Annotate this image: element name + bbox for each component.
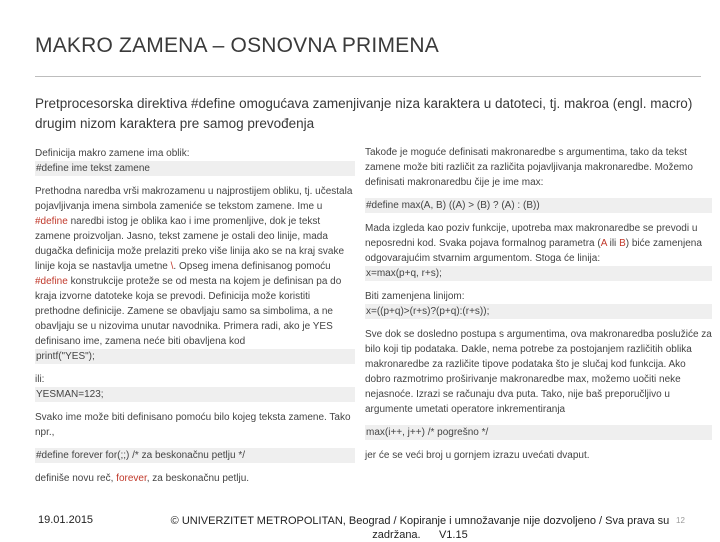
left-p3: ili: bbox=[35, 374, 45, 385]
left-p2-d: konstrukcije proteže se od mesta na kojem je definisan pa do kraja izvorne datoteke koja se prevodi. Definicija može koristiti prethodne definicije. Zamene se obavljaju samo sa simbolima, a ne obavljaju se u nizovima unutar navodnika. Primera radi, ako je YES definisano ime, zamena neće biti obavljena kod bbox=[35, 276, 342, 347]
right-p5: jer će se veći broj u gornjem izrazu uvećati dvaput. bbox=[365, 450, 590, 461]
right-p2-param-b: B bbox=[619, 238, 626, 249]
right-p2 bbox=[365, 221, 712, 266]
left-p5 bbox=[35, 471, 355, 486]
left-p2-backslash: \ bbox=[170, 261, 174, 272]
left-code-printf: printf("YES"); bbox=[35, 349, 355, 364]
right-p3: Biti zamenjena linijom: bbox=[365, 291, 465, 302]
right-code-max-call: x=max(p+q, r+s); bbox=[365, 266, 712, 281]
left-code-forever: #define forever for(;;) /* za beskonačnu petlju */ bbox=[35, 448, 355, 463]
right-p1: Takođe je moguće definisati makronaredbe s argumentima, tako da tekst zamene može biti različit za različita pojavljivanja makronaredbe. Možemo definisati makronaredbu čije je ime max: bbox=[365, 147, 693, 188]
page-number: 12 bbox=[676, 516, 685, 525]
right-p2-a: Mada izgleda kao poziv funkcije, upotreba max makronaredbe se prevodi u neposredni kod. Svaka pojava formalnog parametra ( bbox=[365, 223, 698, 249]
intro-text: Pretprocesorska direktiva #define omogućava zamenjivanje niza karaktera u datoteci, tj. makroa (engl. macro) drugim nizom karaktera pre samog prevođenja bbox=[35, 96, 693, 131]
left-column bbox=[35, 146, 355, 486]
right-p4: Sve dok se dosledno postupa s argumentima, ova makronaredba poslužiće za bilo koji tip podataka. Dakle, nema potrebe za postojanjem različitih oblika makronaredbe za različite tipove podataka što je slučaj kod funkcija. Ako dobro razmotrimo proširivanje makronaredbe max, možemo uočiti neke nejasnoće. Izrazi se računaju dva puta. Tako, nije baš preporučljivo u argumente umetati operatore inkrementiranja bbox=[365, 329, 712, 415]
left-p5-a: definiše novu reč, bbox=[35, 473, 117, 484]
right-code-max-define: #define max(A, B) ((A) > (B) ? (A) : (B)) bbox=[365, 198, 712, 213]
left-p2-define-1: #define bbox=[35, 216, 68, 227]
right-p2-param-a: A bbox=[600, 238, 607, 249]
right-column bbox=[365, 145, 712, 463]
footer-copyright bbox=[150, 514, 690, 542]
left-p4: Svako ime može biti definisano pomoću bilo kojeg teksta zamene. Tako npr., bbox=[35, 412, 351, 438]
right-p2-c: ) biće zamenjena odgovarajućim stvarnim argumentom. Stoga će linija: bbox=[365, 238, 702, 264]
left-p2-a: Prethodna naredba vrši makrozamenu u najprostijem obliku, tj. učestala pojavljivanja imena simbola zameniće se tekstom zamene. Ime u bbox=[35, 186, 353, 212]
footer-version: V1.15 bbox=[438, 529, 468, 541]
left-code-yesman: YESMAN=123; bbox=[35, 387, 355, 402]
footer-date: 19.01.2015 bbox=[38, 514, 94, 526]
left-p2-b: naredbi istog je oblika kao i ime promenljive, dok je tekst zamene proizvoljan. Jasno, tekst zamene je ostali deo linije, mada dugačka definicija može prelaziti preko više linija ako se na kraj svake linije koja se nastavlja umetne bbox=[35, 216, 345, 272]
left-p2-define-2: #define bbox=[35, 276, 68, 287]
left-p2-c: . Opseg imena definisanog pomoću bbox=[173, 261, 331, 272]
left-p5-forever: forever bbox=[116, 473, 147, 484]
left-p5-b: , za beskonačnu petlju. bbox=[146, 473, 250, 484]
left-code-define: #define ime tekst zamene bbox=[35, 161, 355, 176]
footer-copyright-text: © UNIVERZITET METROPOLITAN, Beograd / Kopiranje i umnožavanje nije dozvoljeno / Sva prava su zadržana. bbox=[170, 515, 670, 541]
right-code-max-wrong: max(i++, j++) /* pogrešno */ bbox=[365, 425, 712, 440]
left-p1: Definicija makro zamene ima oblik: bbox=[35, 148, 190, 159]
right-p2-b: ili bbox=[606, 238, 620, 249]
right-code-expanded: x=((p+q)>(r+s)?(p+q):(r+s)); bbox=[365, 304, 712, 319]
left-p2 bbox=[35, 184, 355, 349]
title-divider bbox=[35, 76, 701, 77]
slide-title: MAKRO ZAMENA – OSNOVNA PRIMENA bbox=[35, 34, 439, 57]
